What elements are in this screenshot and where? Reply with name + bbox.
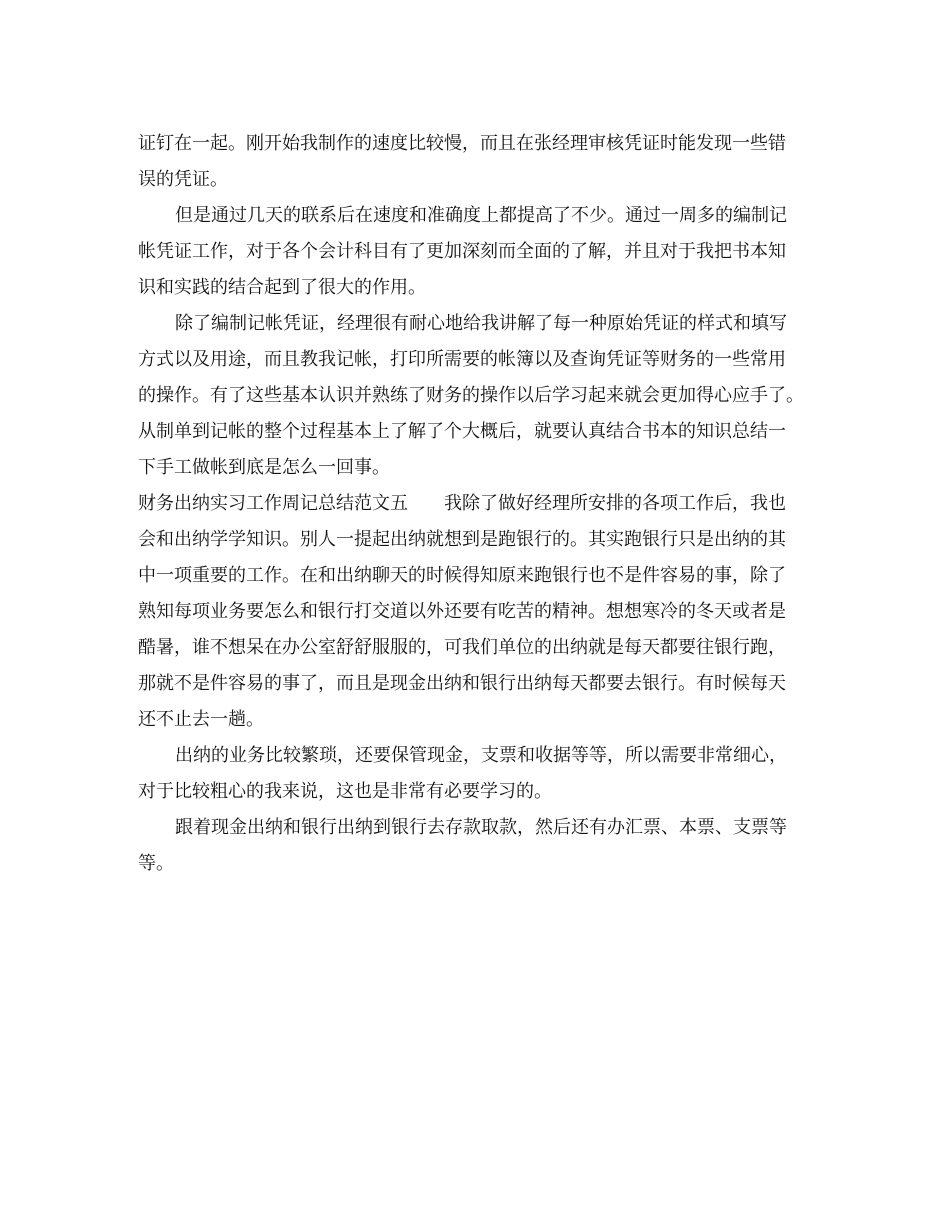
text-line: 出纳的业务比较繁琐，还要保管现金，支票和收据等等，所以需要非常细心， — [175, 745, 787, 766]
text-line: 帐凭证工作，对于各个会计科目有了更加深刻而全面的了解，并且对于我把书本知 — [138, 241, 786, 262]
text-line: 识和实践的结合起到了很大的作用。 — [138, 277, 426, 298]
text-line: 中一项重要的工作。在和出纳聊天的时候得知原来跑银行也不是件容易的事，除了 — [138, 565, 786, 586]
text-line: 会和出纳学学知识。别人一提起出纳就想到是跑银行的。其实跑银行只是出纳的其 — [138, 529, 786, 550]
text-line: 那就不是件容易的事了，而且是现金出纳和银行出纳每天都要去银行。有时候每天 — [138, 673, 786, 694]
text-line: 下手工做帐到底是怎么一回事。 — [138, 457, 390, 478]
document-body — [138, 126, 828, 882]
text-line: 等。 — [138, 853, 174, 874]
text-line: 酷暑，谁不想呆在办公室舒舒服服的，可我们单位的出纳就是每天都要往银行跑， — [138, 637, 786, 658]
text-line: 的操作。有了这些基本认识并熟练了财务的操作以后学习起来就会更加得心应手了。 — [138, 385, 804, 406]
text-line: 证钉在一起。刚开始我制作的速度比较慢，而且在张经理审核凭证时能发现一些错 — [138, 133, 786, 154]
text-line: 方式以及用途，而且教我记帐，打印所需要的帐簿以及查询凭证等财务的一些常用 — [138, 349, 786, 370]
text-line: 熟知每项业务要怎么和银行打交道以外还要有吃苦的精神。想想寒冷的冬天或者是 — [138, 601, 786, 622]
section-heading-line: 财务出纳实习工作周记总结范文五 我除了做好经理所安排的各项工作后，我也 — [138, 493, 786, 514]
text-line: 还不止去一趟。 — [138, 709, 264, 730]
text-line: 误的凭证。 — [138, 169, 228, 190]
text-line: 对于比较粗心的我来说，这也是非常有必要学习的。 — [138, 781, 552, 802]
text-line: 跟着现金出纳和银行出纳到银行去存款取款，然后还有办汇票、本票、支票等 — [175, 817, 787, 838]
text-line: 但是通过几天的联系后在速度和准确度上都提高了不少。通过一周多的编制记 — [175, 205, 787, 226]
text-line: 从制单到记帐的整个过程基本上了解了个大概后，就要认真结合书本的知识总结一 — [138, 421, 786, 442]
text-line: 除了编制记帐凭证，经理很有耐心地给我讲解了每一种原始凭证的样式和填写 — [175, 313, 787, 334]
